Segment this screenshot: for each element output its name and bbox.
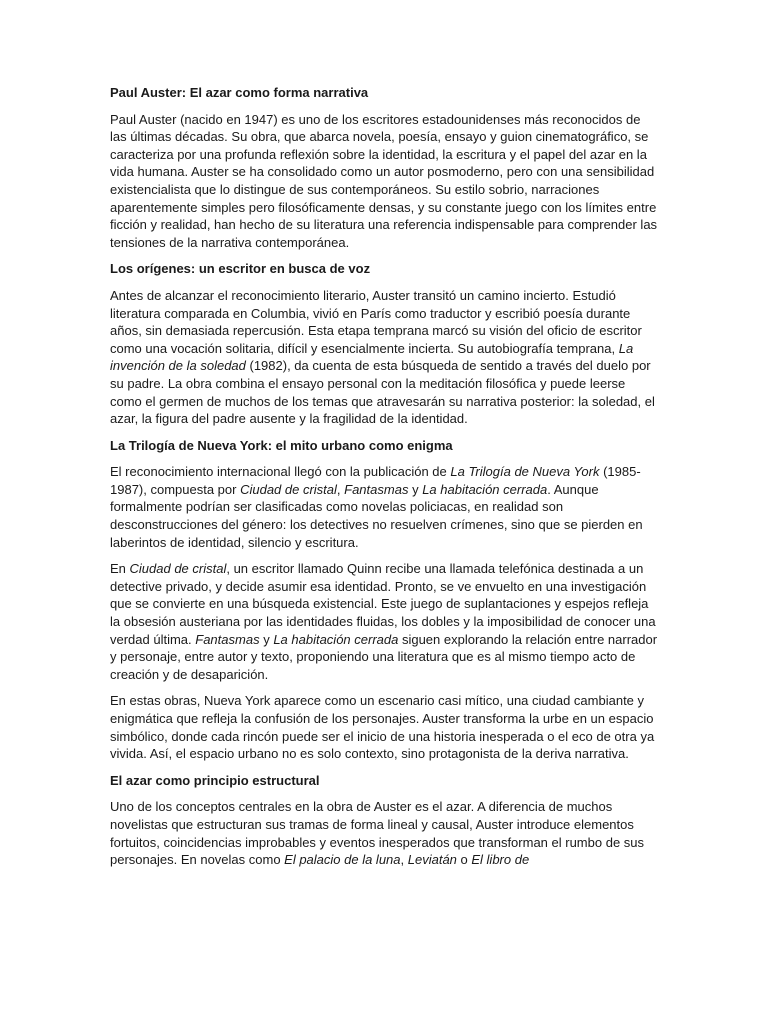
trilogy-paragraph-1 [110, 463, 660, 551]
book-title: La invención de la soledad [110, 340, 634, 374]
text-span: y [408, 481, 423, 497]
book-title: El palacio de la luna [284, 852, 401, 868]
trilogy-paragraph-3: En estas obras, Nueva York aparece como un escenario casi mítico, una ciudad cambiante y enigmática que refleja la confusión de los personajes. Auster transforma la urbe en un espacio simbólico, donde cada rincón puede ser el inicio de una historia inesperada o el eco de otra ya vivida. Así, el espacio urbano no es solo contexto, sino protagonista de la deriva narrativa. [110, 693, 655, 762]
text-span: y [259, 631, 274, 647]
text-span: o [456, 852, 472, 868]
book-title: Leviatán [407, 852, 457, 868]
book-title: Fantasmas [344, 481, 409, 497]
text-span: siguen explorando la relación entre narrador y personaje, entre autor y texto, proponiendo una literatura que es al mismo tiempo acto de creación y de desaparición. [110, 631, 658, 682]
text-span: (1982), da cuenta de esta búsqueda de sentido a través del duelo por su padre. La obra combina el ensayo personal con la meditación filosófica y puede leerse como el germen de muchos de los temas que atravesarán su narrativa posterior: la soledad, el azar, la figura del padre ausente y la fragilidad de la identidad. [110, 358, 655, 427]
origins-paragraph [110, 287, 660, 428]
book-title: La habitación cerrada [273, 631, 399, 647]
book-title: La Trilogía de Nueva York [450, 464, 600, 480]
text-span: Uno de los conceptos centrales en la obra de Auster es el azar. A diferencia de muchos novelistas que estructuran sus tramas de forma lineal y causal, Auster introduce elementos fortuitos, coincidencias improbables y eventos inesperados que transforman el rumbo de sus personajes. En novelas como [110, 799, 645, 868]
book-title: Fantasmas [195, 631, 260, 647]
text-span: En [110, 561, 130, 577]
document-title: Paul Auster: El azar como forma narrativa [110, 85, 369, 100]
section-heading-chance: El azar como principio estructural [110, 772, 320, 788]
text-span: (1985-1987), compuesta por [110, 464, 641, 497]
book-title: La habitación cerrada [422, 481, 548, 497]
book-title: El libro de [471, 852, 530, 868]
document-page [110, 84, 660, 869]
text-span: , un escritor llamado Quinn recibe una llamada telefónica destinada a un detective privado, y decide asumir esa identidad. Pronto, se ve envuelto en una investigación que se convierte en una búsqueda existencial. Este juego de suplantaciones y espejos refleja la obsesión austeriana por las identidades fluidas, los dobles y la imposibilidad de conocer una verdad última. [110, 561, 656, 647]
text-span: , [400, 852, 408, 868]
section-heading-origins: Los orígenes: un escritor en busca de voz [110, 261, 371, 277]
section-heading-trilogy: La Trilogía de Nueva York: el mito urbano como enigma [110, 437, 453, 453]
text-span: , [336, 481, 345, 497]
intro-paragraph: Paul Auster (nacido en 1947) es uno de los escritores estadounidenses más reconocidos de las últimas décadas. Su obra, que abarca novela, poesía, ensayo y guion cinematográfico, se caracteriza por una profunda reflexión sobre la identidad, la escritura y el papel del azar en la vida humana. Auster se ha consolidado como un autor posmoderno, pero con una sensibilidad existencialista que lo distingue de sus contemporáneos. Su estilo sobrio, narraciones aparentemente simples pero filosóficamente densas, y su constante juego con los límites entre ficción y realidad, han hecho de su literatura una referencia indispensable para comprender las tensiones de la narrativa contemporánea. [110, 111, 658, 250]
text-span: . Aunque formalmente podrían ser clasificadas como novelas policiacas, en realidad son desconstrucciones del género: los detectives no resuelven crímenes, sino que se pierden en laberintos de identidad, silencio y escritura. [110, 481, 643, 550]
book-title: Ciudad de cristal [240, 481, 337, 497]
text-span: El reconocimiento internacional llegó con la publicación de [110, 464, 451, 480]
trilogy-paragraph-2 [110, 560, 660, 683]
book-title: Ciudad de cristal [129, 561, 227, 577]
chance-paragraph [110, 798, 660, 868]
text-span: Antes de alcanzar el reconocimiento literario, Auster transitó un camino incierto. Estudió literatura comparada en Columbia, vivió en París como traductor y escribió poesía durante años, sin demasiada repercusión. Esta etapa temprana marcó su visión del oficio de escritor como una vocación solitaria, difícil y esencialmente incierta. Su autobiografía temprana, [110, 287, 642, 356]
